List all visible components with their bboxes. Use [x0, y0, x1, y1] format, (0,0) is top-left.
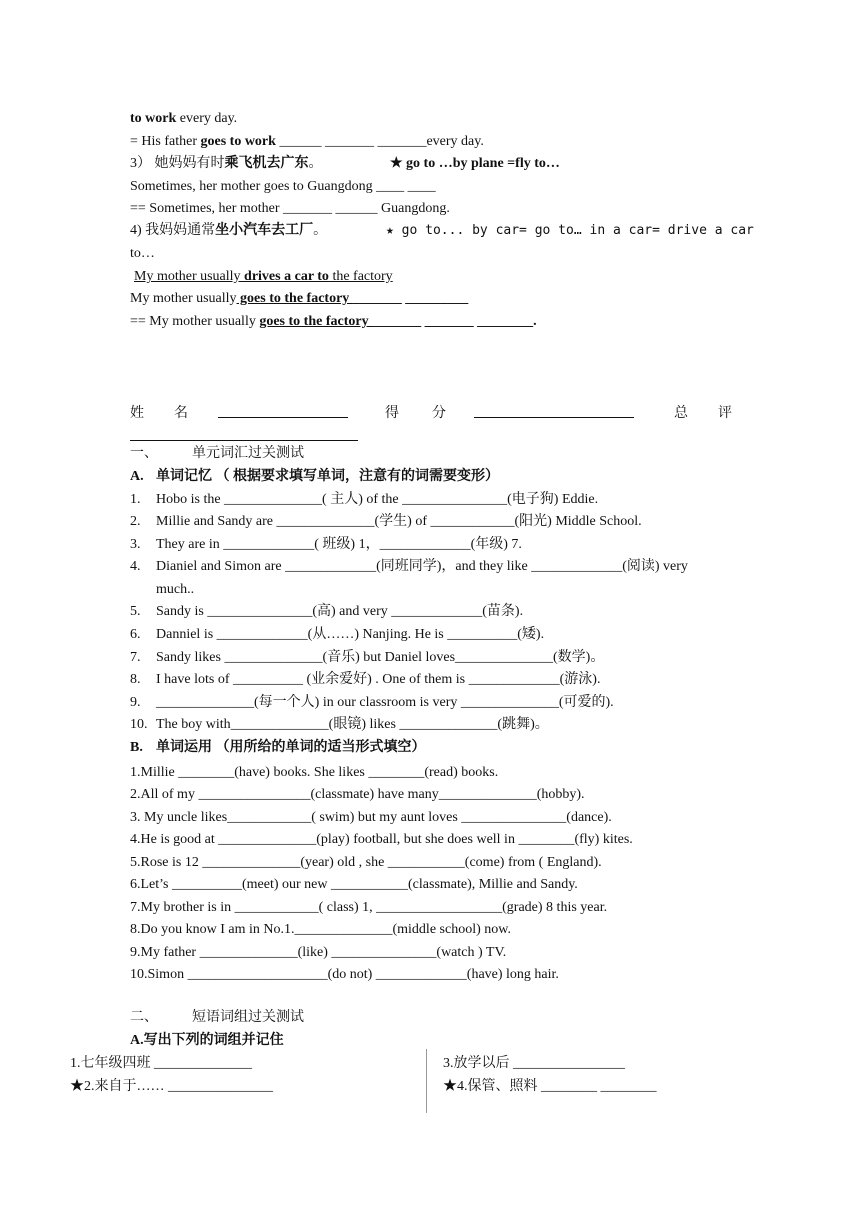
text-line	[134, 268, 393, 286]
phrase-item: ★2.来自于…… _______________	[70, 1079, 273, 1094]
text-line	[130, 155, 323, 173]
list-item	[130, 581, 194, 599]
item-number: 3.	[130, 537, 141, 552]
phrase-bold: goes to the factory	[259, 314, 373, 329]
part-title-text: 单词记忆 （ 根据要求填写单词，注意有的词需要变形）	[156, 469, 499, 484]
item-number: 3）	[130, 156, 155, 171]
text-line: == Sometimes, her mother _______ ______ Guangdong.	[130, 201, 450, 216]
item-number: 5.	[130, 604, 141, 619]
list-item: 10.Simon ____________________(do not) _____________(have) long hair.	[130, 967, 559, 982]
list-item	[130, 558, 688, 576]
text-line	[130, 133, 484, 151]
part-label: A.	[130, 469, 144, 484]
list-item: 8.Do you know I am in No.1.______________(middle school) now.	[130, 922, 511, 937]
section-title	[130, 1009, 304, 1027]
chinese-text: 。	[308, 156, 323, 171]
item-number: 2.	[130, 514, 141, 529]
part-title	[130, 739, 426, 757]
blank-line: ______ _______ _______every day.	[275, 134, 484, 149]
list-item	[130, 626, 544, 644]
list-item	[130, 491, 598, 509]
item-number: 9.	[130, 695, 141, 710]
name-field-line[interactable]	[218, 417, 348, 418]
list-item: 6.Let’s __________(meet) our new ___________(classmate), Millie and Sandy.	[130, 877, 578, 892]
line-text: My mother usually	[134, 269, 241, 284]
chinese-text: 。	[313, 223, 328, 238]
text-line	[130, 222, 327, 240]
comment-field-line[interactable]	[130, 440, 358, 441]
text-line	[130, 313, 537, 331]
item-number: 10.	[130, 717, 148, 732]
item-number: 4)	[130, 223, 146, 238]
item-text: Hobo is the ______________( 主人) of the _______________(电子狗) Eddie.	[156, 492, 599, 507]
phrase-bold: to work	[130, 111, 177, 126]
text-line: to…	[130, 246, 155, 261]
part-title	[130, 468, 499, 486]
text-line	[130, 110, 237, 128]
list-item	[130, 649, 604, 667]
tip-star: ★ go to …by plane =fly to…	[390, 156, 560, 171]
item-text: ______________(每一个人) in our classroom is very ______________(可爱的).	[156, 695, 614, 710]
list-item	[130, 716, 549, 734]
tip-star: ★ go to... by car= go to… in a car= drive a car	[386, 223, 754, 238]
list-item: 5.Rose is 12 ______________(year) old , she ___________(come) from ( England).	[130, 855, 602, 870]
item-number: 1.	[130, 492, 141, 507]
item-text: The boy with______________(眼镜) likes ______________(跳舞)。	[156, 717, 549, 732]
item-number: 4.	[130, 559, 141, 574]
section-title-text: 短语词组过关测试	[192, 1010, 304, 1025]
item-text: They are in _____________( 班级) 1，_____________(年级) 7.	[156, 537, 522, 552]
chinese-text: 她妈妈有时	[154, 156, 225, 171]
list-item: 1.Millie ________(have) books. She likes ________(read) books.	[130, 765, 499, 780]
phrase-bold: goes to the factory	[236, 291, 353, 306]
item-number: 7.	[130, 650, 141, 665]
phrase-bold: goes to work	[200, 134, 276, 149]
item-text: Dianiel and Simon are _____________(同班同学)，and they like _____________(阅读) very	[156, 559, 688, 574]
list-item	[130, 603, 523, 621]
line-text: My mother usually	[130, 291, 237, 306]
list-item: 3. My uncle likes____________( swim) but my aunt loves _______________(dance).	[130, 810, 612, 825]
section-title	[130, 445, 304, 463]
phrase-bold: drives a car to	[240, 269, 329, 284]
blank-line: _______ _______ ________.	[372, 314, 537, 329]
item-text: Danniel is _____________(从……) Nanjing. He is __________(矮).	[156, 627, 545, 642]
header-label: 分	[432, 406, 446, 421]
blank-line: _______ _________	[352, 291, 469, 306]
phrase-item: 3.放学以后 ________________	[443, 1056, 625, 1071]
header-label: 评	[718, 406, 732, 421]
phrase-item: ★4.保管、照料 ________ ________	[443, 1079, 657, 1094]
line-text: == My mother usually	[130, 314, 260, 329]
header-label: 姓	[130, 406, 144, 421]
chinese-bold: 乘飞机去广东	[224, 156, 309, 171]
text-line: Sometimes, her mother goes to Guangdong ____ ____	[130, 179, 436, 194]
list-item: 2.All of my ________________(classmate) have many______________(hobby).	[130, 787, 585, 802]
section-number: 二、	[130, 1010, 158, 1025]
header-label: 总	[674, 406, 688, 421]
list-item	[130, 536, 522, 554]
part-label: B.	[130, 740, 143, 755]
item-text: Sandy is _______________(高) and very _____________(苗条).	[156, 604, 524, 619]
line-text: = His father	[130, 134, 201, 149]
line-text: the factory	[328, 269, 393, 284]
text-line	[130, 290, 468, 308]
section-title-text: 单元词汇过关测试	[192, 446, 304, 461]
chinese-text: 我妈妈通常	[145, 223, 216, 238]
list-item: 7.My brother is in ____________( class) 1, __________________(grade) 8 this year.	[130, 900, 608, 915]
item-text: much..	[156, 582, 195, 597]
item-text: Millie and Sandy are ______________(学生) of ____________(阳光) Middle School.	[156, 514, 642, 529]
line-text: every day.	[176, 111, 238, 126]
list-item	[130, 671, 600, 689]
header-label: 得	[385, 406, 399, 421]
item-text: I have lots of __________ (业余爱好) . One of them is _____________(游泳).	[156, 672, 601, 687]
item-number: 6.	[130, 627, 141, 642]
list-item: 9.My father ______________(like) _______________(watch ) TV.	[130, 945, 507, 960]
item-text: Sandy likes ______________(音乐) but Daniel loves______________(数学)。	[156, 650, 605, 665]
phrase-item: 1.七年级四班 ______________	[70, 1056, 252, 1071]
header-label: 名	[174, 406, 188, 421]
part-title-text: 单词运用 （用所给的单词的适当形式填空）	[156, 740, 426, 755]
column-divider	[426, 1049, 427, 1113]
chinese-bold: 坐小汽车去工厂	[215, 223, 314, 238]
list-item	[130, 694, 614, 712]
score-field-line[interactable]	[474, 417, 634, 418]
list-item	[130, 513, 642, 531]
item-number: 8.	[130, 672, 141, 687]
section-number: 一、	[130, 446, 158, 461]
part-title: A.写出下列的词组并记住	[130, 1033, 284, 1048]
list-item: 4.He is good at ______________(play) football, but she does well in ________(fly) kites.	[130, 832, 633, 847]
